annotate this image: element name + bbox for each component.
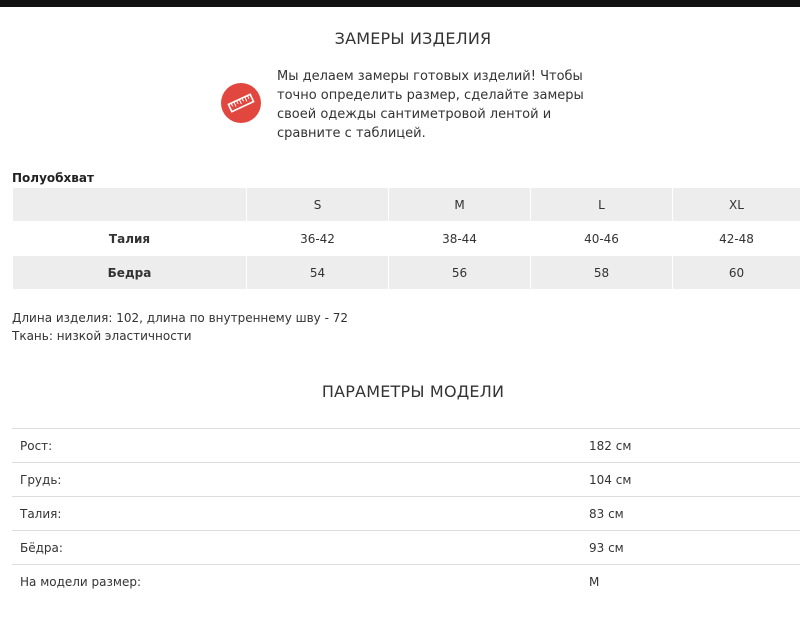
param-row: [12, 497, 800, 531]
param-label: Талия:: [12, 497, 582, 531]
table-row: [13, 256, 800, 290]
table-row: [13, 222, 800, 256]
table-cell: 42-48: [673, 222, 800, 256]
param-label: Рост:: [12, 429, 582, 463]
table-cell: 38-44: [389, 222, 531, 256]
param-row: [12, 531, 800, 565]
table-cell: 60: [673, 256, 800, 290]
size-header-xl: XL: [673, 188, 800, 222]
model-params-table: [12, 428, 800, 598]
row-label: Талия: [13, 222, 247, 256]
model-title: ПАРАМЕТРЫ МОДЕЛИ: [321, 382, 505, 401]
fabric-note: Ткань: низкой эластичности: [12, 329, 192, 343]
param-row: [12, 565, 800, 599]
size-header-blank: [13, 188, 247, 222]
table-cell: 56: [389, 256, 531, 290]
table-cell: 58: [531, 256, 673, 290]
size-header-s: S: [247, 188, 389, 222]
table-cell: 54: [247, 256, 389, 290]
size-header-l: L: [531, 188, 673, 222]
param-value: 93 см: [582, 531, 800, 565]
table-caption: Полуобхват: [12, 171, 94, 185]
param-value: M: [582, 565, 800, 599]
ruler-icon: [221, 83, 261, 123]
size-header-m: M: [389, 188, 531, 222]
measurements-title: ЗАМЕРЫ ИЗДЕЛИЯ: [334, 29, 492, 48]
length-note: Длина изделия: 102, длина по внутреннему шву - 72: [12, 311, 349, 325]
param-label: Бёдра:: [12, 531, 582, 565]
intro-text: Мы делаем замеры готовых изделий! Чтобы точно определить размер, сделайте замеры своей одежды сантиметровой лентой и сравните с таблицей.: [277, 69, 584, 141]
size-header-row: [13, 188, 800, 222]
param-label: Грудь:: [12, 463, 582, 497]
param-value: 104 см: [582, 463, 800, 497]
top-bar: [0, 0, 800, 7]
size-table: [12, 187, 800, 290]
param-label: На модели размер:: [12, 565, 582, 599]
param-value: 182 см: [582, 429, 800, 463]
table-cell: 40-46: [531, 222, 673, 256]
ruler-badge: [221, 83, 261, 123]
param-value: 83 см: [582, 497, 800, 531]
param-row: [12, 463, 800, 497]
row-label: Бедра: [13, 256, 247, 290]
product-notes: [12, 309, 348, 345]
param-row: [12, 429, 800, 463]
table-cell: 36-42: [247, 222, 389, 256]
